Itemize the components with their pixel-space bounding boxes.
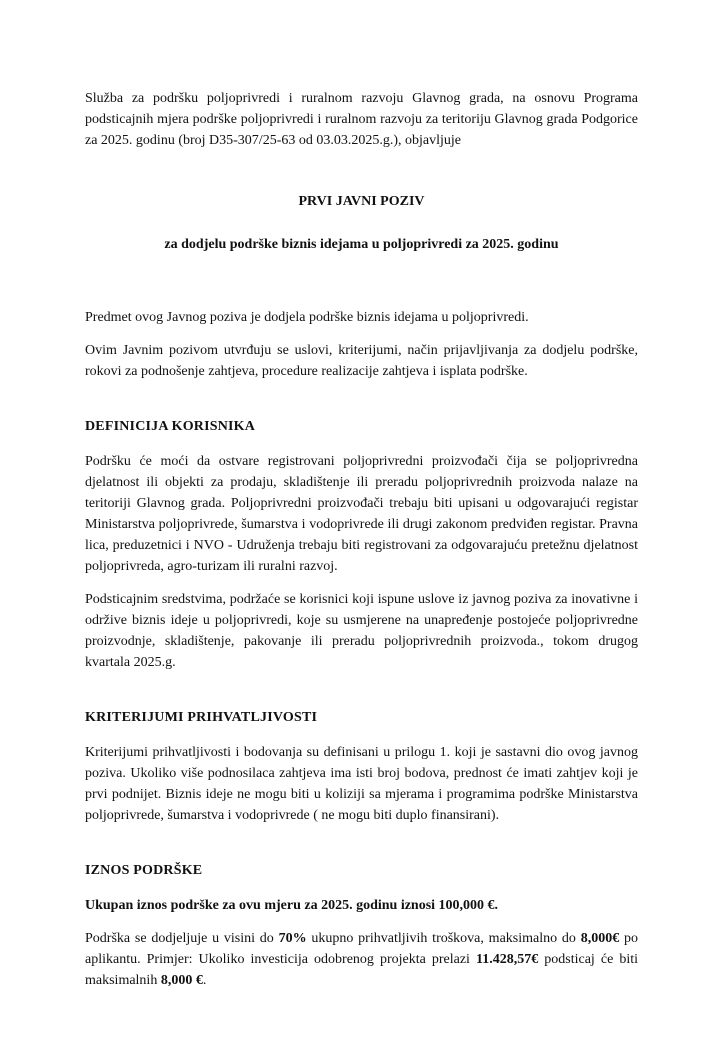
section-heading-iznos-podrske: IZNOS PODRŠKE: [85, 863, 203, 878]
section-heading-kriterijumi-prihvatljivosti: KRITERIJUMI PRIHVATLJIVOSTI: [85, 710, 318, 725]
iznos-detail-threshold-amount: 11.428,57€: [476, 952, 539, 967]
iznos-detail-percentage: 70%: [278, 931, 307, 946]
iznos-detail-text-2: ukupno prihvatljivih troškova, maksimalno do: [306, 931, 581, 946]
kriterijumi-paragraph-1: Kriterijumi prihvatljivosti i bodovanja su definisani u prilogu 1. koji je sastavni dio ovog javnog poziva. Ukoliko više podnosilaca zahtjeva ima isti broj bodova, prednost će imati zahtjev koji je prvi podnijet. Biznis ideje ne mogu biti u koliziji sa mjerama i programima podrške Ministarstva poljoprivrede, šumarstva i vodoprivrede ( ne mogu biti duplo finansirani).: [85, 745, 638, 823]
definicija-paragraph-2: Podsticajnim sredstvima, podržaće se korisnici koji ispune uslove iz javnog poziva za inovativne i održive biznis ideje u poljoprivredi, koje su usmjerene na unapređenje postojeće poljoprivredne proizvodnje, skladištenje, pakovanje ili preradu poljoprivrednih proizvoda., tokom drugog kvartala 2025.g.: [85, 592, 638, 670]
document-subtitle: za dodjelu podrške biznis idejama u poljoprivredi za 2025. godinu: [164, 237, 559, 252]
iznos-detail-paragraph: [85, 928, 638, 991]
lead-paragraph-1: Predmet ovog Javnog poziva je dodjela podrške biznis idejama u poljoprivredi.: [85, 310, 529, 325]
iznos-detail-text-3: po aplikantu. Primjer: Ukoliko investicija odobrenog projekta prelazi: [85, 931, 638, 967]
intro-paragraph: Služba za podršku poljoprivredi i ruralnom razvoju Glavnog grada, na osnovu Programa podsticajnih mjera podrške poljoprivredi i ruralnom razvoju za teritoriju Glavnog grada Podgorice za 2025. godinu (broj D35-307/25-63 od 03.03.2025.g.), objavljuje: [85, 91, 638, 148]
section-heading-definicija-korisnika: DEFINICIJA KORISNIKA: [85, 419, 256, 434]
iznos-total-amount-paragraph: Ukupan iznos podrške za ovu mjeru za 2025. godinu iznosi 100,000 €.: [85, 898, 499, 913]
iznos-detail-text-5: .: [202, 973, 207, 988]
iznos-detail-text-4: podsticaj će biti maksimalnih: [85, 952, 638, 988]
iznos-detail-text-1: Podrška se dodjeljuje u visini do: [85, 931, 279, 946]
definicija-paragraph-1: Podršku će moći da ostvare registrovani poljoprivredni proizvođači čija se poljoprivredna djelatnost ili objekti za prodaju, skladištenje ili preradu poljoprivrednih proizvoda nalaze na teritoriji Glavnog grada. Poljoprivredni proizvođači trebaju biti upisani u odgovarajući registar Ministarstva poljoprivrede, šumarstva i vodoprivrede ili drugi zakonom predviđen registar. Pravna lica, preduzetnici i NVO - Udruženja trebaju biti registrovani za odgovarajuću pretežnu djelatnost poljoprivreda, agro-turizam ili ruralni razvoj.: [85, 454, 638, 574]
lead-paragraph-2: Ovim Javnim pozivom utvrđuju se uslovi, kriterijumi, način prijavljivanja za dodjelu podrške, rokovi za podnošenje zahtjeva, procedure realizacije zahtjeva i isplata podrške.: [85, 343, 638, 379]
iznos-detail-max-amount: 8,000€: [580, 931, 620, 946]
iznos-detail-max-amount-2: 8,000 €: [160, 973, 203, 988]
document-title: PRVI JAVNI POZIV: [298, 194, 425, 209]
